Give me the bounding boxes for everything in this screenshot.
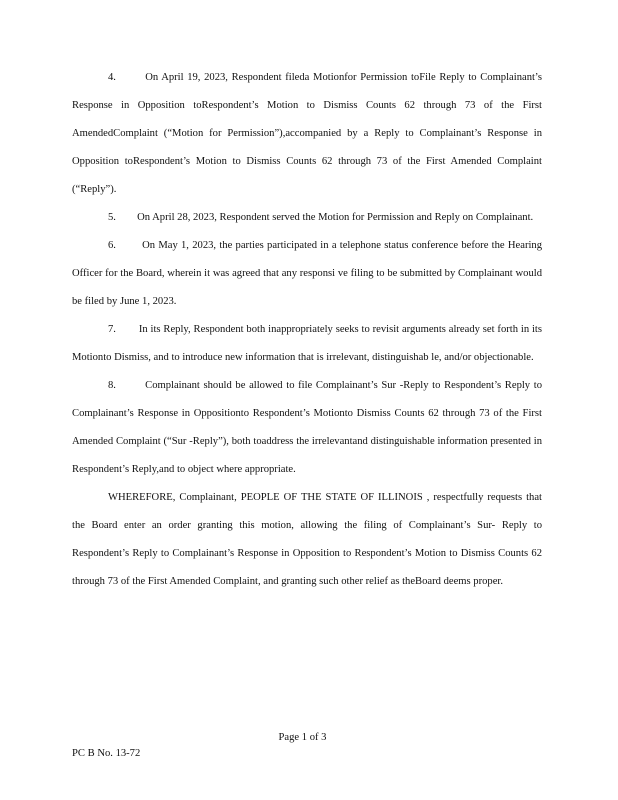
document-body (72, 64, 542, 596)
paragraph-5 (72, 204, 542, 232)
paragraph-number: 8. (108, 380, 116, 391)
paragraph-number: 6. (108, 240, 116, 251)
paragraph-text: On April 28, 2023, Respondent served the Motion for Permission and Reply on Complainant. (137, 212, 534, 223)
paragraph-text: On April 19, 2023, Respondent fileda Motionfor Permission toFile Reply to Complainant’s Response in Opposition toRespondent’s Motion to Dismiss Counts 62 through 73 of the First AmendedComplaint (“Motion for Permission”),accompanied by a Reply to Complainant’s Response in Opposition toRespondent’s Motion to Dismiss Counts 62 through 73 of the First Amended Complaint (“Reply”). (72, 72, 542, 195)
wherefore-clause: WHEREFORE, Complainant, PEOPLE OF THE STATE OF ILLINOIS , respectfully requests that the Board enter an order granting this motion, allowing the filing of Complainant’s Sur- Reply to Respondent’s Reply to Complainant’s Response in Opposition to Respondent’s Motion to Dismiss Counts 62 through 73 of the First Amended Complaint, and granting such other relief as theBoard deems proper. (72, 492, 542, 587)
case-number: PC B No. 13-72 (72, 748, 141, 759)
paragraph-text: On May 1, 2023, the parties participated in a telephone status conference before the Hearing Officer for the Board, wherein it was agreed that any responsi ve filing to be submitted by Complainant would be filed by June 1, 2023. (72, 240, 543, 307)
paragraph-4 (72, 64, 542, 204)
paragraph-number: 4. (108, 72, 116, 83)
paragraph-8 (72, 372, 542, 484)
paragraph-7 (72, 316, 542, 372)
paragraph-text: In its Reply, Respondent both inappropriately seeks to revisit arguments already set forth in its Motionto Dismiss, and to introduce new information that is irrelevant, distinguishab le, and/or objectionable. (72, 324, 542, 363)
page-number: Page 1 of 3 (278, 732, 327, 743)
paragraph-number: 7. (108, 324, 116, 335)
paragraph-text: Complainant should be allowed to file Complainant’s Sur -Reply to Respondent’s Reply to Complainant’s Response in Oppositionto Respondent’s Motionto Dismiss Counts 62 through 73 of the First Amended Complaint (“Sur -Reply”), both toaddress the irrelevantand distinguishable information presented in Respondent’s Reply,and to object where appropriate. (72, 380, 542, 475)
paragraph-number: 5. (108, 212, 116, 223)
paragraph-6 (72, 232, 542, 316)
